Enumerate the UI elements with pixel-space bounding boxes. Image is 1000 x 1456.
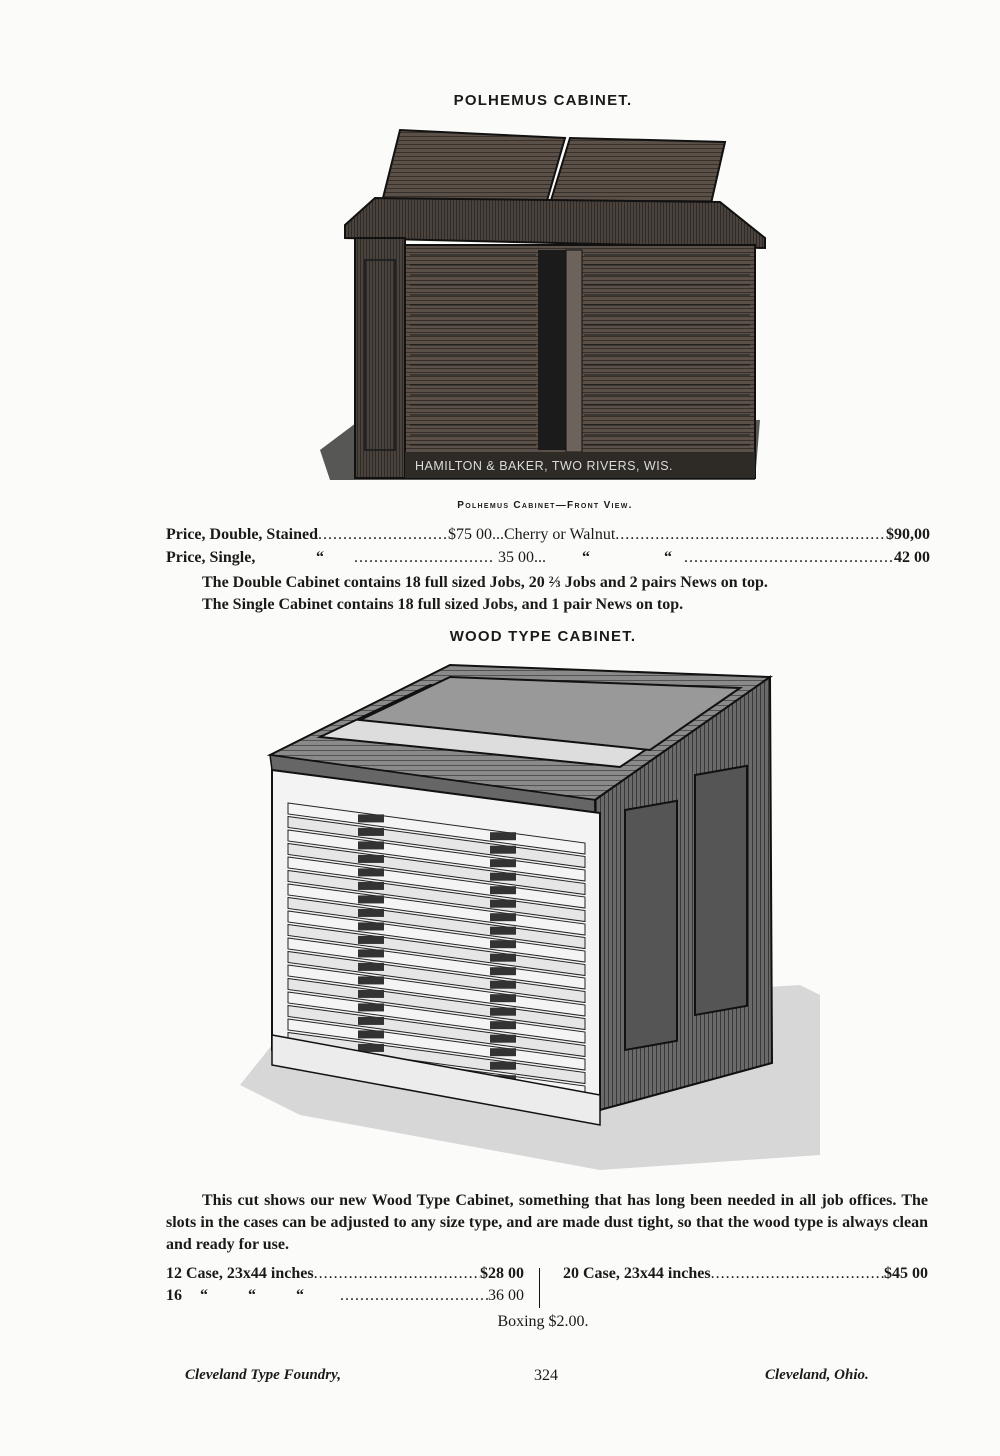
ditto-marks: “ “ “ — [200, 1287, 304, 1304]
price-value: 42 00 — [894, 549, 930, 566]
price-value: $75 00 — [448, 526, 492, 543]
price-label: 12 Case, 23x44 inches — [166, 1265, 314, 1282]
drawer-handle — [490, 1048, 516, 1056]
drawer-handle — [358, 828, 384, 836]
polhemus-heading: POLHEMUS CABINET. — [453, 92, 633, 109]
wood-type-description: This cut shows our new Wood Type Cabinet, something that has long been needed in all job offices. The slots in the cases can be adjusted to any size type, and are made dust tight, so that the wood type is always clean and ready for use. — [166, 1192, 928, 1253]
footer-location: Cleveland, Ohio. — [765, 1367, 869, 1383]
price-row-double — [166, 526, 930, 544]
drawer-handle — [358, 1003, 384, 1011]
drawer-handle — [358, 909, 384, 917]
footer-publisher: Cleveland Type Foundry, — [185, 1367, 341, 1383]
wood-type-cabinet-illustration — [240, 655, 820, 1175]
drawer-handle — [358, 990, 384, 998]
price-value: $90,00 — [886, 526, 930, 543]
drawer-handle — [490, 859, 516, 867]
drawer-handle — [490, 886, 516, 894]
wood-type-heading: WOOD TYPE CABINET. — [449, 628, 637, 645]
drawer-handle — [358, 1017, 384, 1025]
price-column-divider — [539, 1268, 540, 1308]
drawer-handle — [490, 1021, 516, 1029]
drawer-handle — [490, 913, 516, 921]
drawer-handle — [490, 1035, 516, 1043]
wood-price-row-16 — [166, 1287, 524, 1305]
drawer-handle — [490, 940, 516, 948]
price-separator: ... — [492, 526, 504, 543]
price-value: 35 00 — [498, 549, 534, 566]
drawer-handle — [490, 1062, 516, 1070]
wood-price-row-20 — [563, 1265, 928, 1283]
drawer-handle — [490, 994, 516, 1002]
price-option: Cherry or Walnut — [504, 526, 616, 543]
polhemus-note-single: The Single Cabinet contains 18 full sized Jobs, and 1 pair News on top. — [202, 596, 684, 613]
price-label: 16 — [166, 1287, 182, 1304]
price-value: 36 00 — [488, 1287, 524, 1304]
drawer-handle — [358, 841, 384, 849]
price-label: Price, Single, — [166, 549, 256, 566]
price-separator: ... — [534, 549, 546, 566]
drawer-handle — [358, 882, 384, 890]
drawer-handle — [490, 967, 516, 975]
drawer-handle — [490, 981, 516, 989]
drawer-handle — [490, 832, 516, 840]
polhemus-cabinet-sign: HAMILTON & BAKER, TWO RIVERS, WIS. — [415, 459, 674, 473]
polhemus-note-double: The Double Cabinet contains 18 full sized Jobs, 20 ⅔ Jobs and 2 pairs News on top. — [202, 574, 768, 591]
polhemus-caption: Polhemus Cabinet—Front View. — [457, 500, 633, 511]
price-value: $45 00 — [884, 1265, 928, 1282]
wood-price-row-12 — [166, 1265, 524, 1283]
price-row-single — [166, 549, 930, 567]
drawer-handle — [358, 868, 384, 876]
price-value: $28 00 — [480, 1265, 524, 1282]
drawer-handle — [490, 1008, 516, 1016]
drawer-handle — [358, 936, 384, 944]
price-label: Price, Double, Stained — [166, 526, 318, 543]
price-label: 20 Case, 23x44 inches — [563, 1265, 711, 1282]
drawer-handle — [358, 922, 384, 930]
drawer-handle — [490, 927, 516, 935]
ditto-mark: “ — [582, 549, 590, 566]
ditto-mark: “ — [316, 549, 324, 566]
page-number: 324 — [534, 1367, 558, 1384]
polhemus-cabinet-illustration — [300, 120, 780, 495]
drawer-handle — [490, 954, 516, 962]
drawer-handle — [490, 873, 516, 881]
drawer-handle — [490, 900, 516, 908]
drawer-handle — [358, 976, 384, 984]
ditto-mark: “ — [664, 549, 672, 566]
drawer-handle — [358, 949, 384, 957]
drawer-handle — [490, 846, 516, 854]
drawer-handle — [358, 963, 384, 971]
boxing-note: Boxing $2.00. — [497, 1313, 589, 1330]
drawer-handle — [358, 1030, 384, 1038]
drawer-handle — [358, 855, 384, 863]
drawer-handle — [358, 895, 384, 903]
drawer-handle — [358, 814, 384, 822]
